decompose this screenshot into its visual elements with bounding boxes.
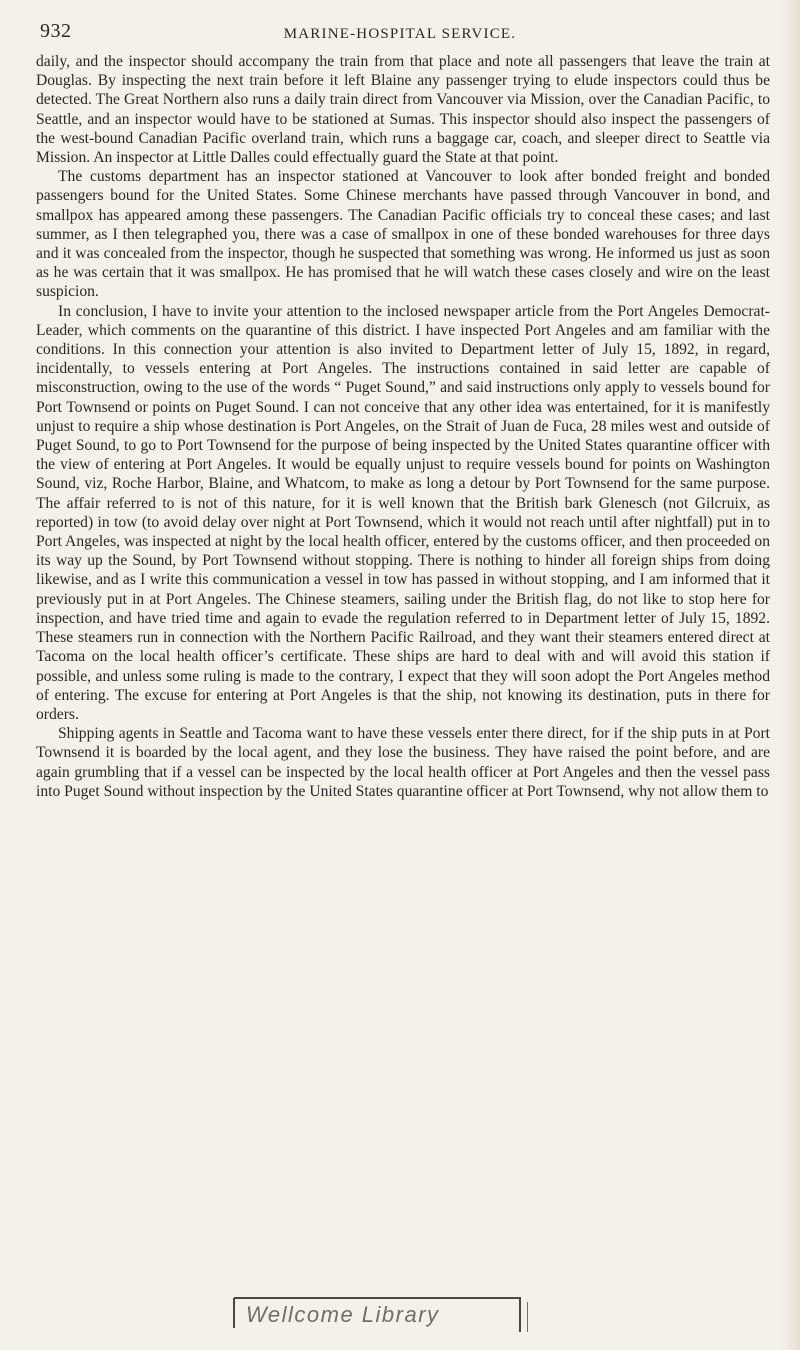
paragraph-1: daily, and the inspector should accompany the train from that place and note all passengers that leave the train at Douglas. By inspecting the next train before it left Blaine any passenger trying to elude inspectors could thus be detected. The Great Northern also runs a daily train direct from Vancouver via Mission, over the Canadian Pacific, to Seattle, and an inspector would have to be stationed at Sumas. This inspector should also inspect the passengers of the west-bound Canadian Pacific overland train, which runs a baggage car, coach, and sleeper direct to Seattle via Mission. An inspector at Little Dalles could effectually guard the State at that point. [36,53,770,167]
body-text [36,52,770,801]
page-header [40,10,760,50]
paragraph-3: In conclusion, I have to invite your attention to the inclosed newspaper article from the Port Angeles Democrat-Leader, which comments on the quarantine of this district. I have inspected Port Angeles and am familiar with the conditions. In this connection your attention is also invited to Department letter of July 15, 1892, in regard, incidentally, to vessels entering at Port Angeles. The instructions contained in said letter are capable of misconstruction, owing to the use of the words “ Puget Sound,” and said instructions only apply to vessels bound for Port Townsend or points on Puget Sound. I can not conceive that any other idea was entertained, for it is manifestly unjust to require a ship whose destination is Port Angeles, on the Strait of Juan de Fuca, 28 miles west and outside of Puget Sound, to go to Port Townsend for the purpose of being inspected by the United States quarantine officer with the view of entering at Port Angeles. It would be equally unjust to require vessels bound for points on Washington Sound, viz, Roche Harbor, Blaine, and Whatcom, to make as long a detour by Port Townsend for the same purpose. The affair referred to is not of this nature, for it is well known that the British bark Glenesch (not Gilcruix, as reported) in tow (to avoid delay over night at Port Townsend, which it would not reach until after nightfall) put in to Port Angeles, was inspected at night by the local health officer, entered by the customs officer, and then proceeded on its way up the Sound, by Port Townsend without stopping. There is nothing to hinder all foreign ships from doing likewise, and as I write this communication a vessel in tow has passed in without stopping, and I am informed that it previously put in at Port Angeles. The Chinese steamers, sailing under the British flag, do not like to stop here for inspection, and have tried time and again to evade the regulation referred to in Department letter of July 15, 1892. These steamers run in connection with the Northern Pacific Railroad, and they want their steamers entered direct at Tacoma on the local health officer’s certificate. These ships are hard to deal with and will avoid this station if possible, and unless some ruling is made to the contrary, I expect that they will soon adopt the Port Angeles method of entering. The excuse for entering at Port Angeles is that the ship, not knowing its destination, puts in there for orders. [36,302,770,723]
page-number: 932 [40,20,72,42]
running-head: MARINE-HOSPITAL SERVICE. [283,26,517,42]
library-stamp [228,1294,528,1334]
paragraph-2: The customs department has an inspector stationed at Vancouver to look after bonded freight and bonded passengers bound for the United States. Some Chinese merchants have passed through Vancouver in bond, and smallpox has appeared among these passengers. The Canadian Pacific officials try to conceal these cases; and last summer, as I then telegraphed you, there was a case of smallpox in one of these bonded warehouses for three days and it was concealed from the inspector, though he suspected that something was wrong. He informed us just as soon as he was certain that it was smallpox. He has promised that he will watch these cases closely and wire on the least suspicion. [36,168,770,301]
stamp-text: Wellcome Library [246,1302,440,1327]
page-edge-shadow [782,0,800,1350]
paragraph-4: Shipping agents in Seattle and Tacoma want to have these vessels enter there direct, for if the ship puts in at Port Townsend it is boarded by the local agent, and they lose the business. They have raised the point before, and are again grumbling that if a vessel can be inspected by the local health officer at Port Angeles and then the vessel pass into Puget Sound without inspection by the United States quarantine officer at Port Townsend, why not allow them to [36,725,770,800]
library-stamp-graphic [228,1294,528,1334]
